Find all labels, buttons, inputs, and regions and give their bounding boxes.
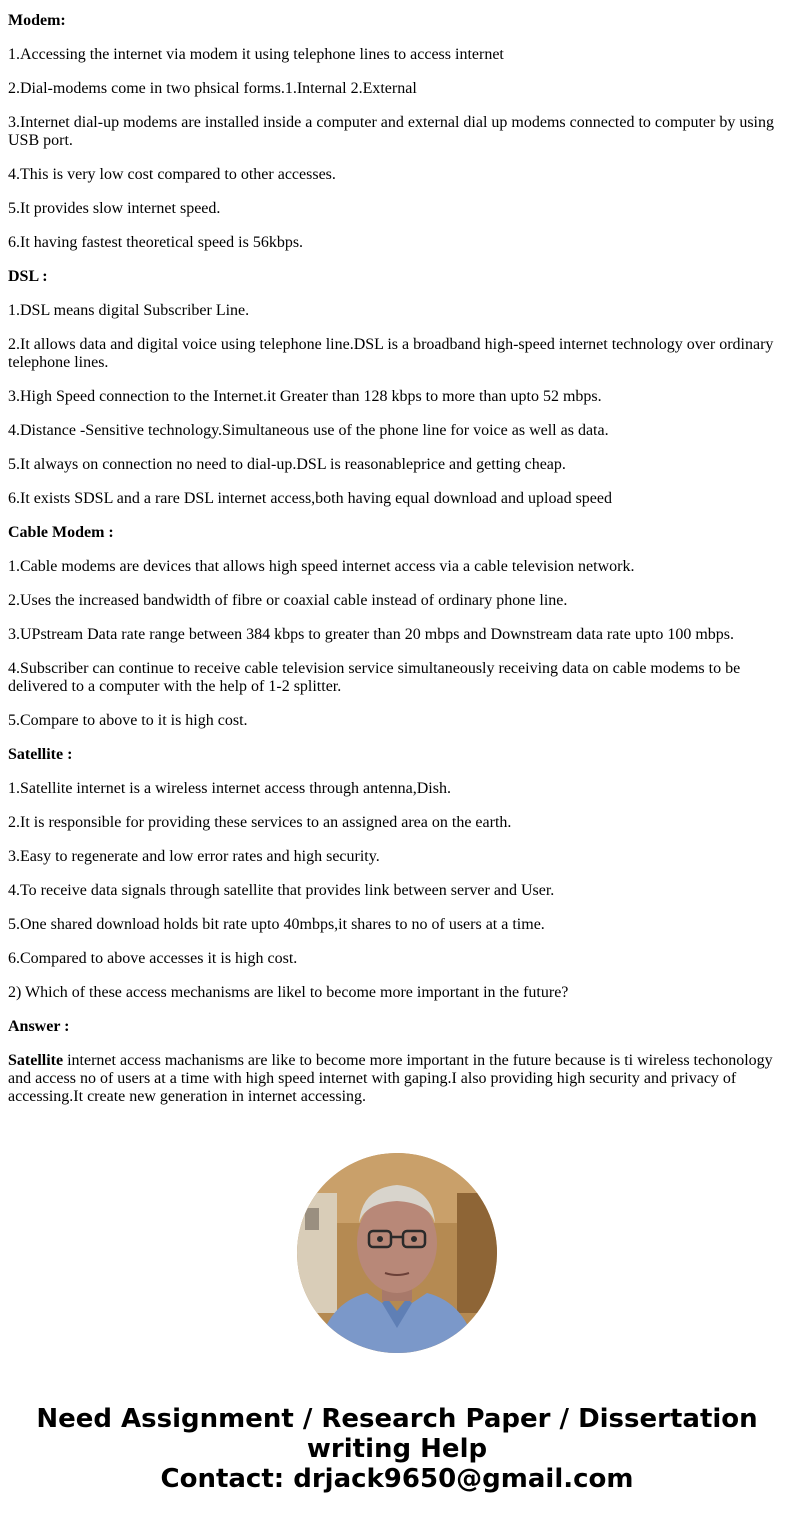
list-item: 4.Distance -Sensitive technology.Simultaneous use of the phone line for voice as well as data. bbox=[8, 422, 609, 439]
section-heading-cable-modem: Cable Modem : bbox=[8, 524, 114, 541]
list-item: 4.To receive data signals through satellite that provides link between server and User. bbox=[8, 882, 555, 899]
promo-headline: Need Assignment / Research Paper / Dissertation writing Help bbox=[36, 1404, 758, 1464]
list-item: 3.UPstream Data rate range between 384 kbps to greater than 20 mbps and Downstream data rate upto 100 mbps. bbox=[8, 626, 735, 643]
promo-contact: Contact: drjack9650@gmail.com bbox=[160, 1464, 634, 1494]
list-item: 5.One shared download holds bit rate upto 40mbps,it shares to no of users at a time. bbox=[8, 916, 545, 933]
list-item: 2.Dial-modems come in two phsical forms.1.Internal 2.External bbox=[8, 80, 417, 97]
list-item: 1.DSL means digital Subscriber Line. bbox=[8, 302, 250, 319]
answer-paragraph bbox=[8, 1052, 786, 1106]
section-heading-satellite: Satellite : bbox=[8, 746, 73, 763]
list-item: 6.It exists SDSL and a rare DSL internet access,both having equal download and upload speed bbox=[8, 490, 612, 507]
section-heading-modem: Modem: bbox=[8, 12, 66, 29]
list-item: 3.Internet dial-up modems are installed inside a computer and external dial up modems connected to computer by using USB port. bbox=[8, 114, 774, 149]
list-item: 2.It allows data and digital voice using telephone line.DSL is a broadband high-speed internet technology over ordinary telephone lines. bbox=[8, 336, 774, 371]
list-item: 3.Easy to regenerate and low error rates and high security. bbox=[8, 848, 380, 865]
list-item: 5.Compare to above to it is high cost. bbox=[8, 712, 248, 729]
list-item: 1.Accessing the internet via modem it using telephone lines to access internet bbox=[8, 46, 504, 63]
list-item: 4.This is very low cost compared to other accesses. bbox=[8, 166, 336, 183]
section-heading-dsl: DSL : bbox=[8, 268, 48, 285]
question-text: 2) Which of these access mechanisms are likel to become more important in the future? bbox=[8, 984, 569, 1001]
list-item: 5.It provides slow internet speed. bbox=[8, 200, 221, 217]
list-item: 6.It having fastest theoretical speed is 56kbps. bbox=[8, 234, 304, 251]
list-item: 3.High Speed connection to the Internet.it Greater than 128 kbps to more than upto 52 mbps. bbox=[8, 388, 602, 405]
list-item: 2.It is responsible for providing these services to an assigned area on the earth. bbox=[8, 814, 512, 831]
author-photo bbox=[297, 1153, 497, 1353]
list-item: 4.Subscriber can continue to receive cable television service simultaneously receiving data on cable modems to be delivered to a computer with the help of 1-2 splitter. bbox=[8, 660, 741, 695]
promo-banner bbox=[0, 1404, 794, 1494]
list-item: 1.Satellite internet is a wireless internet access through antenna,Dish. bbox=[8, 780, 451, 797]
list-item: 5.It always on connection no need to dial-up.DSL is reasonableprice and getting cheap. bbox=[8, 456, 566, 473]
list-item: 6.Compared to above accesses it is high cost. bbox=[8, 950, 298, 967]
answer-lead: Satellite bbox=[8, 1052, 64, 1069]
list-item: 2.Uses the increased bandwidth of fibre or coaxial cable instead of ordinary phone line. bbox=[8, 592, 568, 609]
answer-text: internet access machanisms are like to become more important in the future because is ti wireless techonology and access no of users at a time with high speed internet with gaping.I also providing high security and privacy of accessing.It create new generation in internet accessing. bbox=[8, 1052, 773, 1105]
answer-heading: Answer : bbox=[8, 1018, 70, 1035]
list-item: 1.Cable modems are devices that allows high speed internet access via a cable television network. bbox=[8, 558, 635, 575]
